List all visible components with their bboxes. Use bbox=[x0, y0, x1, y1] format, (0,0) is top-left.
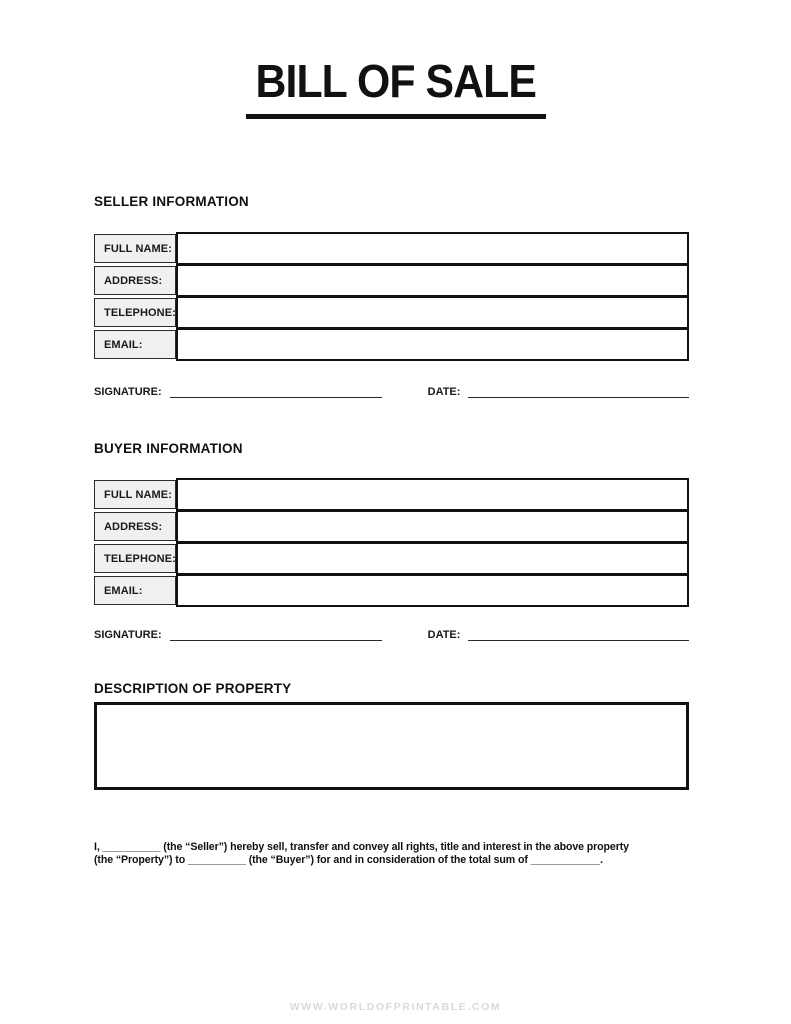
buyer-full-name-input[interactable] bbox=[176, 478, 689, 511]
field-label-full-name: FULL NAME: bbox=[94, 480, 176, 509]
title-block bbox=[0, 0, 791, 119]
legal-line-2: (the “Property”) to __________ (the “Buyer”) for and in consideration of the total sum of ____________. bbox=[94, 854, 603, 866]
field-label-email: EMAIL: bbox=[94, 576, 176, 605]
seller-telephone-input[interactable] bbox=[176, 296, 689, 329]
property-description-input[interactable] bbox=[94, 702, 689, 790]
table-row bbox=[94, 232, 689, 265]
property-section-heading: DESCRIPTION OF PROPERTY bbox=[94, 681, 292, 696]
seller-section-heading: SELLER INFORMATION bbox=[94, 194, 249, 209]
buyer-info-table bbox=[94, 478, 689, 607]
field-label-address: ADDRESS: bbox=[94, 266, 176, 295]
buyer-address-input[interactable] bbox=[176, 510, 689, 543]
title-underline bbox=[246, 114, 546, 119]
page-title: BILL OF SALE bbox=[255, 55, 536, 107]
table-row bbox=[94, 510, 689, 543]
seller-date-line[interactable] bbox=[468, 384, 689, 398]
buyer-section-heading: BUYER INFORMATION bbox=[94, 441, 243, 456]
legal-line-1: I, __________ (the “Seller”) hereby sell, transfer and convey all rights, title and interest in the above property bbox=[94, 841, 629, 853]
seller-full-name-input[interactable] bbox=[176, 232, 689, 265]
buyer-signature-label: SIGNATURE: bbox=[94, 629, 162, 641]
seller-address-input[interactable] bbox=[176, 264, 689, 297]
buyer-date-label: DATE: bbox=[427, 629, 461, 641]
field-label-full-name: FULL NAME: bbox=[94, 234, 176, 263]
seller-info-table bbox=[94, 232, 689, 361]
field-label-telephone: TELEPHONE: bbox=[94, 544, 176, 573]
seller-signature-label: SIGNATURE: bbox=[94, 386, 162, 398]
footer-watermark: WWW.WORLDOFPRINTABLE.COM bbox=[289, 1001, 502, 1013]
buyer-signature-row bbox=[94, 623, 689, 641]
legal-statement bbox=[94, 841, 689, 867]
table-row bbox=[94, 478, 689, 511]
table-row bbox=[94, 574, 689, 607]
seller-signature-line[interactable] bbox=[170, 384, 382, 398]
buyer-email-input[interactable] bbox=[176, 574, 689, 607]
table-row bbox=[94, 264, 689, 297]
buyer-signature-line[interactable] bbox=[170, 627, 382, 641]
buyer-telephone-input[interactable] bbox=[176, 542, 689, 575]
field-label-address: ADDRESS: bbox=[94, 512, 176, 541]
seller-signature-row bbox=[94, 380, 689, 398]
table-row bbox=[94, 328, 689, 361]
seller-date-label: DATE: bbox=[427, 386, 461, 398]
table-row bbox=[94, 542, 689, 575]
buyer-date-line[interactable] bbox=[468, 627, 689, 641]
table-row bbox=[94, 296, 689, 329]
field-label-email: EMAIL: bbox=[94, 330, 176, 359]
seller-email-input[interactable] bbox=[176, 328, 689, 361]
field-label-telephone: TELEPHONE: bbox=[94, 298, 176, 327]
